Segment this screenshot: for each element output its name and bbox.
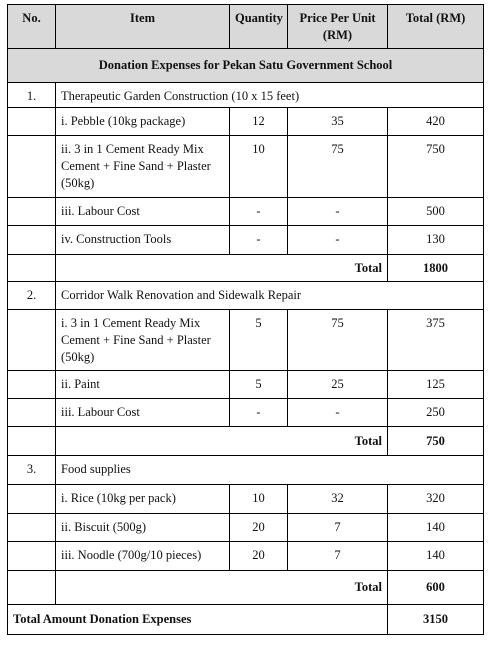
header-row xyxy=(8,5,484,49)
header-item: Item xyxy=(56,5,230,49)
header-quantity: Quantity xyxy=(230,5,288,49)
table-row xyxy=(8,542,484,571)
item-name: iii. Labour Cost xyxy=(56,198,230,226)
empty-cell xyxy=(8,542,56,571)
empty-cell xyxy=(8,136,56,198)
empty-cell xyxy=(8,371,56,399)
group-total-value: 1800 xyxy=(388,255,484,282)
group-number: 2. xyxy=(8,282,56,310)
group-number: 3. xyxy=(8,456,56,485)
empty-cell xyxy=(8,399,56,427)
expenses-table xyxy=(7,4,484,635)
item-name: i. 3 in 1 Cement Ready Mix Cement + Fine Sand + Plaster (50kg) xyxy=(56,310,230,371)
item-quantity: - xyxy=(230,399,288,427)
table-row xyxy=(8,514,484,542)
group-total-label: Total xyxy=(56,571,388,605)
item-total: 125 xyxy=(388,371,484,399)
item-quantity: - xyxy=(230,198,288,226)
item-total: 500 xyxy=(388,198,484,226)
group-total-value: 750 xyxy=(388,427,484,456)
item-quantity: 20 xyxy=(230,542,288,571)
item-price: - xyxy=(288,226,388,255)
item-name: iii. Noodle (700g/10 pieces) xyxy=(56,542,230,571)
grand-total-value: 3150 xyxy=(388,605,484,635)
empty-cell xyxy=(8,108,56,136)
item-name: ii. Paint xyxy=(56,371,230,399)
header-total: Total (RM) xyxy=(388,5,484,49)
item-price: - xyxy=(288,198,388,226)
item-total: 320 xyxy=(388,485,484,514)
item-name: iii. Labour Cost xyxy=(56,399,230,427)
section-row xyxy=(8,49,484,83)
header-no: No. xyxy=(8,5,56,49)
item-price: 75 xyxy=(288,136,388,198)
table-row xyxy=(8,399,484,427)
item-price: 7 xyxy=(288,514,388,542)
item-quantity: 10 xyxy=(230,485,288,514)
table-row xyxy=(8,226,484,255)
item-quantity: - xyxy=(230,226,288,255)
item-name: i. Pebble (10kg package) xyxy=(56,108,230,136)
group-total-row xyxy=(8,571,484,605)
item-name: ii. Biscuit (500g) xyxy=(56,514,230,542)
item-name: iv. Construction Tools xyxy=(56,226,230,255)
item-total: 375 xyxy=(388,310,484,371)
empty-cell xyxy=(8,485,56,514)
item-quantity: 5 xyxy=(230,371,288,399)
group-total-row xyxy=(8,427,484,456)
grand-total-label: Total Amount Donation Expenses xyxy=(8,605,388,635)
table-row xyxy=(8,485,484,514)
item-total: 140 xyxy=(388,542,484,571)
empty-cell xyxy=(8,198,56,226)
item-name: ii. 3 in 1 Cement Ready Mix Cement + Fine Sand + Plaster (50kg) xyxy=(56,136,230,198)
group-title: Therapeutic Garden Construction (10 x 15 feet) xyxy=(56,83,484,108)
item-total: 420 xyxy=(388,108,484,136)
item-price: 75 xyxy=(288,310,388,371)
item-quantity: 10 xyxy=(230,136,288,198)
section-title: Donation Expenses for Pekan Satu Government School xyxy=(8,49,484,83)
item-quantity: 12 xyxy=(230,108,288,136)
empty-cell xyxy=(8,427,56,456)
table-row xyxy=(8,198,484,226)
item-total: 250 xyxy=(388,399,484,427)
empty-cell xyxy=(8,571,56,605)
item-price: 35 xyxy=(288,108,388,136)
header-price: Price Per Unit (RM) xyxy=(288,5,388,49)
group-title-row xyxy=(8,282,484,310)
item-name: i. Rice (10kg per pack) xyxy=(56,485,230,514)
item-total: 140 xyxy=(388,514,484,542)
item-quantity: 20 xyxy=(230,514,288,542)
group-total-row xyxy=(8,255,484,282)
item-price: 32 xyxy=(288,485,388,514)
table-row xyxy=(8,136,484,198)
group-title: Corridor Walk Renovation and Sidewalk Repair xyxy=(56,282,484,310)
table-row xyxy=(8,108,484,136)
item-price: - xyxy=(288,399,388,427)
group-total-value: 600 xyxy=(388,571,484,605)
item-price: 25 xyxy=(288,371,388,399)
empty-cell xyxy=(8,310,56,371)
group-number: 1. xyxy=(8,83,56,108)
item-price: 7 xyxy=(288,542,388,571)
item-quantity: 5 xyxy=(230,310,288,371)
group-total-label: Total xyxy=(56,427,388,456)
group-title-row xyxy=(8,456,484,485)
group-title: Food supplies xyxy=(56,456,484,485)
item-total: 130 xyxy=(388,226,484,255)
group-total-label: Total xyxy=(56,255,388,282)
empty-cell xyxy=(8,514,56,542)
group-title-row xyxy=(8,83,484,108)
table-row xyxy=(8,371,484,399)
empty-cell xyxy=(8,226,56,255)
item-total: 750 xyxy=(388,136,484,198)
table-row xyxy=(8,310,484,371)
grand-total-row xyxy=(8,605,484,635)
empty-cell xyxy=(8,255,56,282)
